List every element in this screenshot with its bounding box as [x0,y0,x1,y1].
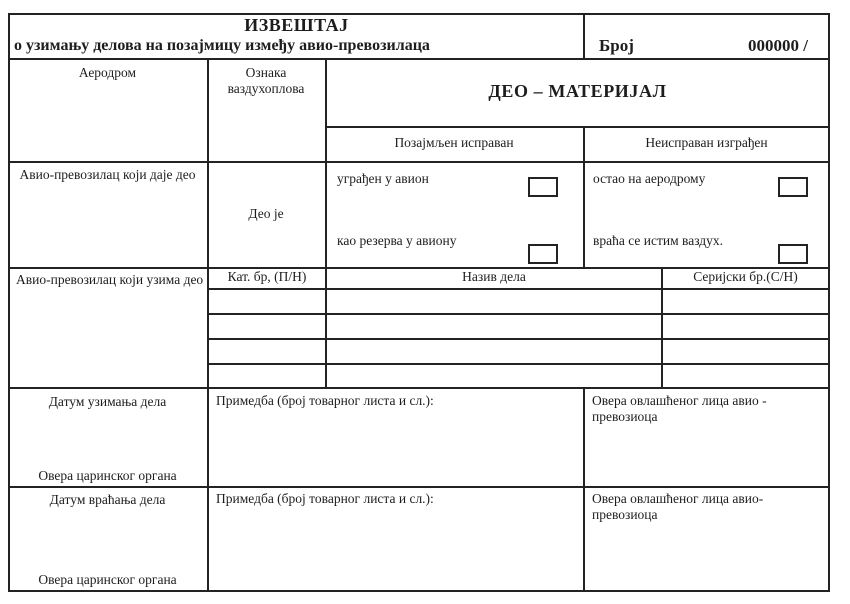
checkbox-installed-in-aircraft[interactable] [528,177,558,197]
checkbox-spare-in-aircraft[interactable] [528,244,558,264]
parts-table-cell[interactable] [327,340,661,363]
checkbox-returned-same-aircraft[interactable] [778,244,808,264]
option-installed-label: уграђен у авион [337,171,429,186]
carrier-taking-label: Авио-превозилац који узима део [16,272,204,287]
parts-column-cat-no: Кат. бр, (П/Н) [227,269,307,285]
parts-table-cell[interactable] [209,340,325,363]
grid-line [8,486,830,488]
authorized-person-certification-label: Овера овлашћеног лица авио - превозиоца [592,393,767,425]
part-material-title: ДЕО – МАТЕРИЈАЛ [488,81,667,102]
grid-line [8,590,830,592]
grid-line [8,161,830,163]
parts-table-cell[interactable] [327,290,661,313]
grid-line [583,387,585,590]
customs-certification-label: Овера царинског органа [38,468,177,483]
column-borrowed-ok-label: Позајмљен исправан [394,135,514,151]
number-value: 000000 / [748,36,808,55]
carrier-giving-label: Авио-превозилац који даје део [19,167,196,182]
parts-table-cell[interactable] [327,365,661,387]
option-spare-label: као резерва у авиону [337,233,457,248]
option-returned-label: враћа се истим ваздух. [593,233,724,248]
date-return-label: Датум враћања дела [49,492,166,507]
parts-table-cell[interactable] [663,365,828,387]
form-title: ИЗВЕШТАЈ [244,15,349,35]
grid-line [828,13,830,592]
parts-table-cell[interactable] [663,315,828,338]
grid-line [8,387,830,389]
number-label: Број [599,36,634,55]
option-remained-label: остао на аеродрому [593,171,706,186]
parts-table-cell[interactable] [663,290,828,313]
customs-certification-label: Овера царинског органа [38,572,177,587]
aircraft-mark-label: Ознака ваздухоплова [227,65,305,97]
parts-column-serial-no: Серијски бр.(С/Н) [693,269,798,285]
date-taking-label: Датум узимања дела [48,394,167,409]
form-subtitle: о узимању делова на позајмицу између авио-превозилаца [14,37,430,54]
parts-table-cell[interactable] [327,315,661,338]
airport-label: Аеродром [78,65,137,80]
part-is-label: Део је [248,205,284,221]
remark-label: Примедба (број товарног листа и сл.): [216,393,434,408]
parts-table-cell[interactable] [663,340,828,363]
parts-table-cell[interactable] [209,365,325,387]
authorized-person-certification-label: Овера овлашћеног лица авио-превозиоца [592,491,764,523]
remark-label: Примедба (број товарног листа и сл.): [216,491,434,506]
parts-table-cell[interactable] [209,290,325,313]
parts-table-cell[interactable] [209,315,325,338]
column-faulty-label: Неисправан изграђен [645,135,768,151]
checkbox-remained-at-airport[interactable] [778,177,808,197]
parts-column-part-name: Назив дела [462,269,526,285]
